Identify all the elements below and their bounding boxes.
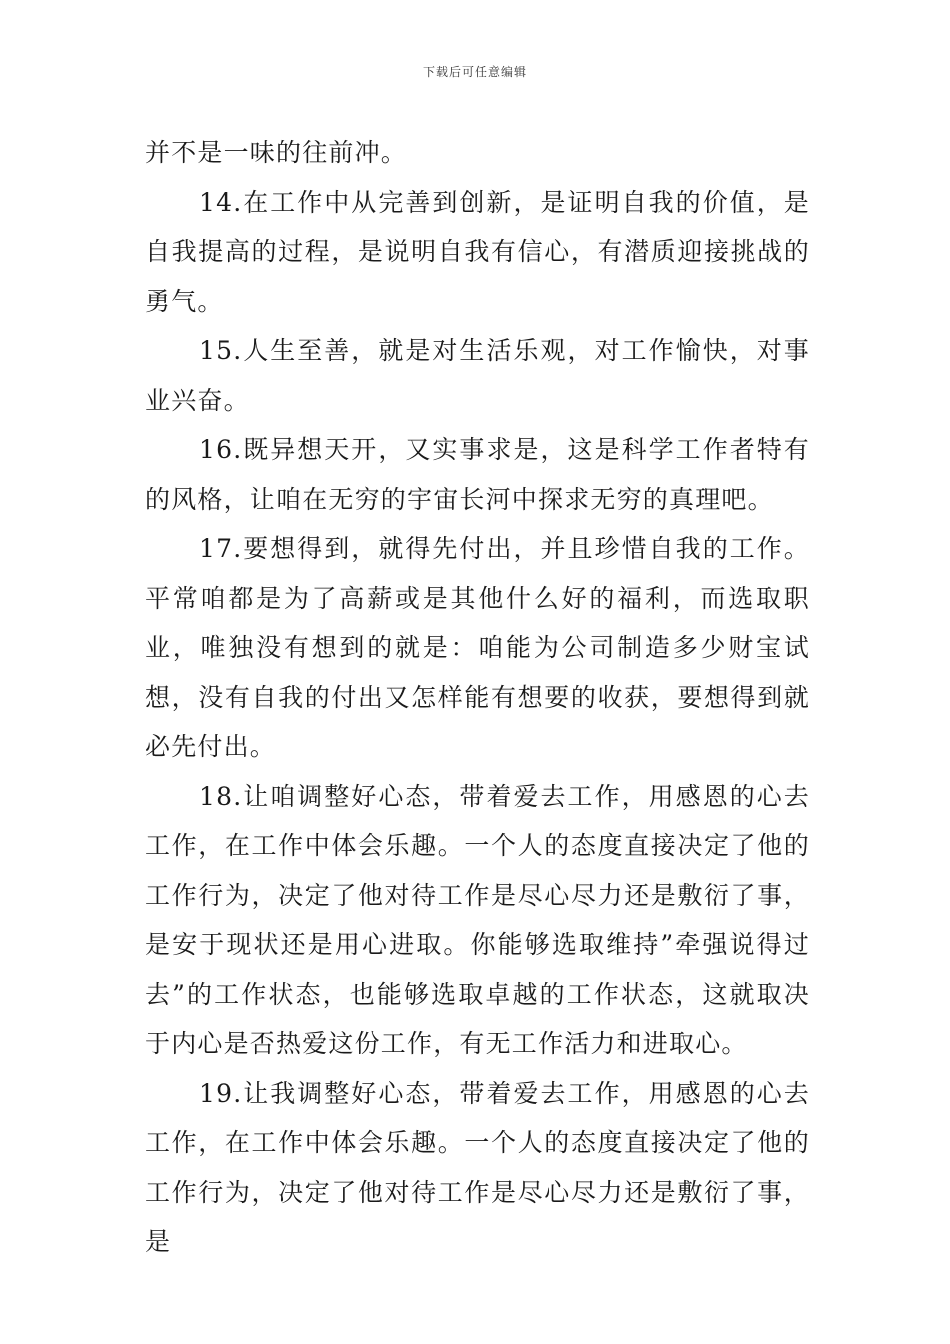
paragraph-16: 16.既异想天开，又实事求是，这是科学工作者特有的风格，让咱在无穷的宇宙长河中探求无穷的真理吧。: [145, 435, 810, 514]
paragraph-15: 15.人生至善，就是对生活乐观，对工作愉快，对事业兴奋。: [145, 336, 810, 415]
paragraph-19: 19.让我调整好心态，带着爱去工作，用感恩的心去工作，在工作中体会乐趣。一个人的态度直接决定了他的工作行为，决定了他对待工作是尽心尽力还是敷衍了事，是: [145, 1078, 810, 1256]
paragraph-17: 17.要想得到，就得先付出，并且珍惜自我的工作。平常咱都是为了高薪或是其他什么好的福利，而选取职业，唯独没有想到的就是：咱能为公司制造多少财宝试想，没有自我的付出又怎样能有想要的收获，要想得到就必先付出。: [145, 534, 810, 761]
paragraph-continuation: 并不是一味的往前冲。: [145, 138, 408, 167]
page-header: 下载后可任意编辑: [422, 65, 527, 79]
paragraph-14: 14.在工作中从完善到创新，是证明自我的价值，是自我提高的过程，是说明自我有信心，有潜质迎接挑战的勇气。: [145, 187, 810, 316]
paragraph-18: 18.让咱调整好心态，带着爱去工作，用感恩的心去工作，在工作中体会乐趣。一个人的态度直接决定了他的工作行为，决定了他对待工作是尽心尽力还是敷衍了事，是安于现状还是用心进取。你能够选取维持”牵强说得过去”的工作状态，也能够选取卓越的工作状态，这就取决于内心是否热爱这份工作，有无工作活力和进取心。: [145, 781, 810, 1058]
body-text: [145, 128, 810, 1267]
